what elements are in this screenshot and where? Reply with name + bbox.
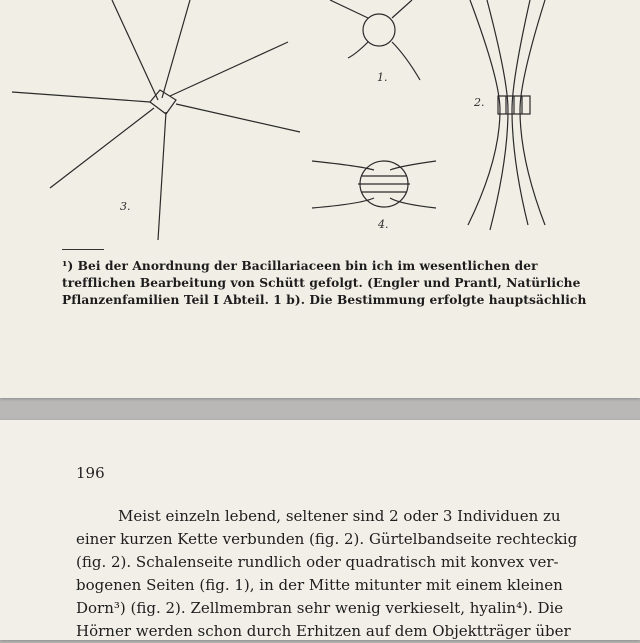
footnote-line: trefflichen Bearbeitung von Schütt gefolgt. (Engler und Prantl, Natürliche [62,276,581,290]
page-number: 196 [76,464,105,482]
footnote-line: ¹) Bei der Anordnung der Bacillariaceen bin ich im wesentlichen der [62,259,538,273]
body-line: einer kurzen Kette verbunden (fig. 2). Gürtelbandseite rechteckig [76,530,578,548]
figure-label-2: 2. [474,96,485,109]
body-line: (fig. 2). Schalenseite rundlich oder quadratisch mit konvex ver- [76,553,559,571]
body-line: Dorn³) (fig. 2). Zellmembran sehr wenig verkieselt, hyalin⁴). Die [76,599,564,617]
footnote-divider [62,249,104,250]
diatom-figures [0,0,640,245]
body-text [76,505,624,643]
body-line: Hörner werden schon durch Erhitzen auf dem Objektträger über [76,622,571,640]
body-line: bogenen Seiten (fig. 1), in der Mitte mitunter mit einem kleinen [76,576,563,594]
footnote-line: Pflanzenfamilien Teil I Abteil. 1 b). Die Bestimmung erfolgte hauptsächlich [62,293,587,307]
figure-label-4: 4. [378,218,389,231]
figure-3-drawing [12,0,300,240]
figure-4-drawing [312,161,436,208]
figure-label-1: 1. [377,71,388,84]
figure-1-drawing [330,0,420,80]
figure-2-drawing [468,0,545,230]
footnote [62,258,587,309]
figure-label-3: 3. [120,200,131,213]
body-line: Meist einzeln lebend, seltener sind 2 oder 3 Individuen zu [118,507,561,525]
